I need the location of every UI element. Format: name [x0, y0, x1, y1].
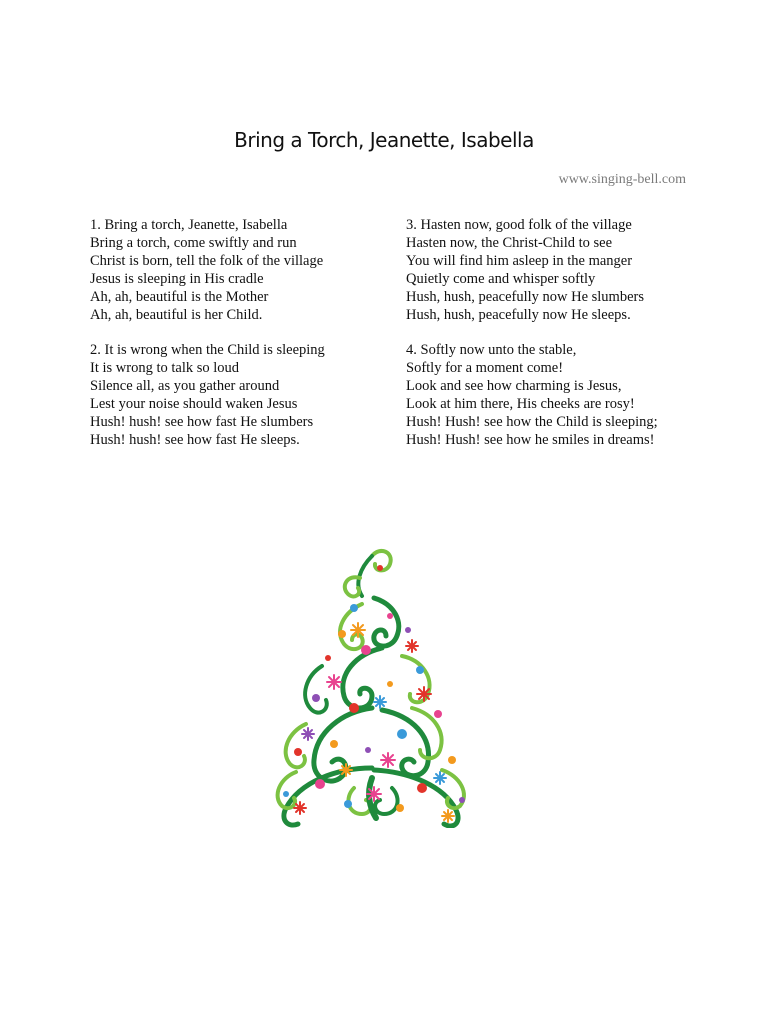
- verse-line: Hasten now, the Christ-Child to see: [406, 235, 613, 251]
- website-link[interactable]: www.singing-bell.com: [558, 172, 686, 187]
- page-title: Bring a Torch, Jeanette, Isabella: [234, 128, 534, 152]
- verse-line: Bring a torch, come swiftly and run: [90, 235, 297, 251]
- verse-line: 1. Bring a torch, Jeanette, Isabella: [90, 217, 288, 233]
- verse-line: Ah, ah, beautiful is the Mother: [90, 289, 269, 305]
- verse-line: Hush! Hush! see how the Child is sleeping;: [406, 414, 658, 430]
- verse-3: [406, 216, 644, 324]
- verse-2: [90, 341, 325, 449]
- verse-line: Look and see how charming is Jesus,: [406, 378, 622, 394]
- verse-line: Silence all, as you gather around: [90, 378, 280, 394]
- verse-line: 2. It is wrong when the Child is sleeping: [90, 342, 325, 358]
- verse-line: Hush! hush! see how fast He sleeps.: [90, 432, 300, 448]
- verse-1: [90, 216, 323, 324]
- verse-line: Hush, hush, peacefully now He slumbers: [406, 289, 644, 305]
- verse-line: Ah, ah, beautiful is her Child.: [90, 307, 263, 323]
- verse-line: Softly for a moment come!: [406, 360, 564, 376]
- verse-line: You will find him asleep in the manger: [406, 253, 633, 269]
- christmas-tree-icon: [262, 538, 482, 828]
- verse-4: [406, 341, 658, 449]
- verse-line: Christ is born, tell the folk of the village: [90, 253, 324, 269]
- verse-line: Hush, hush, peacefully now He sleeps.: [406, 307, 631, 323]
- verse-line: It is wrong to talk so loud: [90, 360, 240, 376]
- verse-line: Hush! hush! see how fast He slumbers: [90, 414, 314, 430]
- verse-line: Hush! Hush! see how he smiles in dreams!: [406, 432, 655, 448]
- verse-line: Lest your noise should waken Jesus: [90, 396, 298, 412]
- verse-line: 3. Hasten now, good folk of the village: [406, 217, 632, 233]
- verse-line: 4. Softly now unto the stable,: [406, 342, 577, 358]
- verse-line: Jesus is sleeping in His cradle: [90, 271, 264, 287]
- verse-line: Look at him there, His cheeks are rosy!: [406, 396, 635, 412]
- verse-line: Quietly come and whisper softly: [406, 271, 596, 287]
